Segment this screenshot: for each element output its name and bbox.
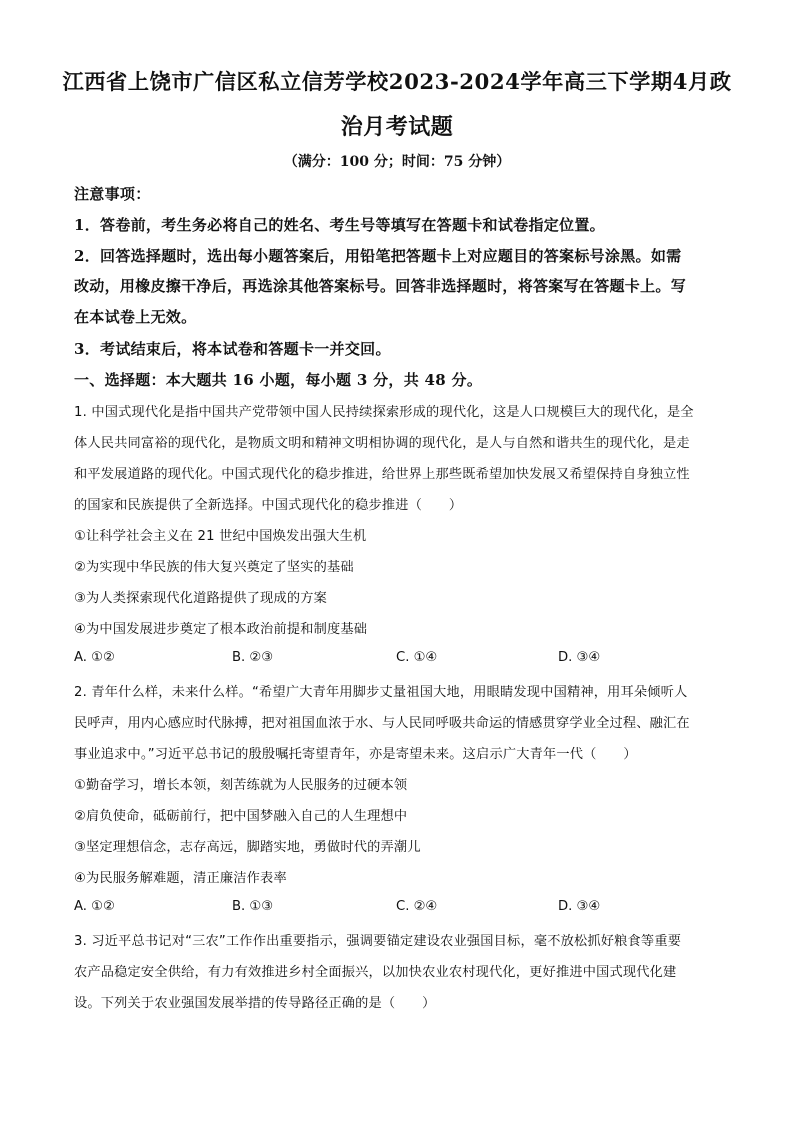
q2-option-c: C. ②④ [396, 899, 438, 914]
exam-title-line1: 江西省上饶市广信区私立信芳学校2023-2024学年高三下学期4月政 [62, 70, 732, 95]
q3-stem-line2: 农产品稳定安全供给，有力有效推进乡村全面振兴，以加快农业农村现代化，更好推进中国式现代化建 [74, 965, 677, 980]
q1-option-b: B. ②③ [232, 650, 274, 665]
exam-title-line2: 治月考试题 [340, 114, 454, 140]
q3-stem-line3: 设。下列关于农业强国发展举措的传导路径正确的是（ ） [74, 996, 436, 1011]
q2-option-a: A. ①② [74, 899, 115, 914]
notice-item-3: 3．考试结束后，将本试卷和答题卡一并交回。 [74, 340, 391, 358]
q1-option-a: A. ①② [74, 650, 115, 665]
notice-item-2-line3: 在本试卷上无效。 [74, 308, 197, 326]
notice-item-2-line2: 改动，用橡皮擦干净后，再选涂其他答案标号。回答非选择题时，将答案写在答题卡上。写 [74, 277, 687, 295]
q2-option-b: B. ①③ [232, 899, 274, 914]
notice-item-2-line1: 2．回答选择题时，选出每小题答案后，用铅笔把答题卡上对应题目的答案标号涂黑。如需 [74, 247, 682, 265]
notice-item-1: 1．答卷前，考生务必将自己的姓名、考生号等填写在答题卡和试卷指定位置。 [74, 216, 605, 234]
q1-statement-4: ④为中国发展进步奠定了根本政治前提和制度基础 [74, 622, 368, 637]
q1-option-d: D. ③④ [558, 650, 601, 665]
q2-statement-2: ②肩负使命，砥砺前行，把中国梦融入自己的人生理想中 [74, 809, 408, 824]
q2-option-d: D. ③④ [558, 899, 601, 914]
q2-statement-4: ④为民服务解难题，清正廉洁作表率 [74, 871, 287, 886]
q1-stem-line2: 体人民共同富裕的现代化，是物质文明和精神文明相协调的现代化，是人与自然和谐共生的现代化，是走 [74, 436, 690, 451]
q1-stem-line4: 的国家和民族提供了全新选择。中国式现代化的稳步推进（ ） [74, 498, 463, 513]
q1-stem-line3: 和平发展道路的现代化。中国式现代化的稳步推进，给世界上那些既希望加快发展又希望保持自身独立性 [74, 467, 690, 482]
q2-statement-1: ①勤奋学习，增长本领，刻苦练就为人民服务的过硬本领 [74, 778, 408, 793]
q2-stem-line2: 民呼声，用内心感应时代脉搏，把对祖国血浓于水、与人民同呼吸共命运的情感贯穿学业全过程、融汇在 [74, 716, 690, 731]
notice-heading: 注意事项： [74, 185, 151, 203]
q2-stem-line3: 事业追求中。”习近平总书记的殷殷嘱托寄望青年，亦是寄望未来。这启示广大青年一代（ ） [74, 747, 637, 762]
q3-stem-line1: 3. 习近平总书记对“三农”工作作出重要指示，强调要锚定建设农业强国目标，毫不放松抓好粮食等重要 [74, 934, 682, 949]
exam-score-time: （满分：100 分；时间：75 分钟） [283, 154, 511, 170]
q2-stem-line1: 2. 青年什么样，未来什么样。“希望广大青年用脚步丈量祖国大地，用眼睛发现中国精神，用耳朵倾听人 [74, 685, 688, 700]
q1-statement-1: ①让科学社会主义在 21 世纪中国焕发出强大生机 [74, 529, 367, 544]
q1-stem-line1: 1. 中国式现代化是指中国共产党带领中国人民持续探索形成的现代化，这是人口规模巨大的现代化，是全 [74, 405, 694, 420]
section-heading-choice: 一、选择题：本大题共 16 小题，每小题 3 分，共 48 分。 [74, 371, 483, 389]
q1-option-c: C. ①④ [396, 650, 438, 665]
q2-statement-3: ③坚定理想信念，志存高远，脚踏实地，勇做时代的弄潮儿 [74, 840, 421, 855]
q1-statement-2: ②为实现中华民族的伟大复兴奠定了坚实的基础 [74, 560, 354, 575]
q1-statement-3: ③为人类探索现代化道路提供了现成的方案 [74, 591, 327, 606]
